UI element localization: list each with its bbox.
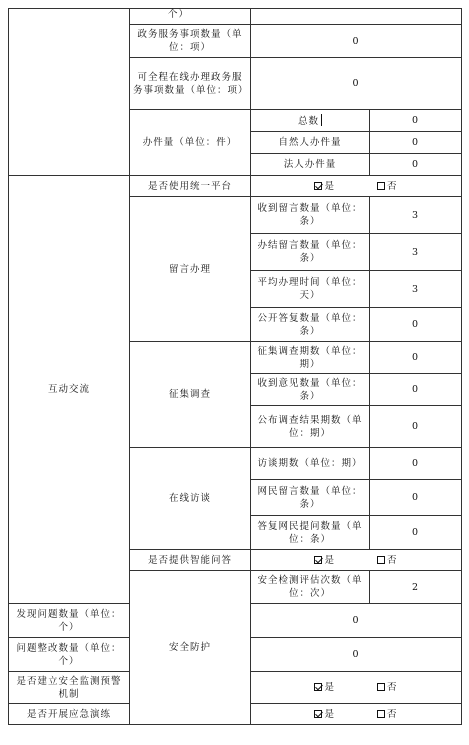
- volume-person-value: 0: [370, 132, 462, 154]
- checked-box-icon: [314, 556, 322, 564]
- survey-periods-value: 0: [370, 342, 462, 374]
- interview-label: 在线访谈: [130, 448, 251, 550]
- problems-found-label: 发现问题数量（单位：个）: [9, 604, 130, 638]
- volume-legal-label: 法人办件量: [251, 154, 370, 176]
- no-label: 否: [387, 682, 398, 693]
- netizen-questions-label: 网民留言数量（单位：条）: [251, 480, 370, 516]
- unified-platform-options: [251, 176, 462, 197]
- table-row: [9, 176, 462, 197]
- drills-yes[interactable]: [314, 708, 335, 721]
- online-service-value: 0: [251, 58, 462, 110]
- empty-box-icon: [377, 182, 385, 190]
- monitoring-no[interactable]: [377, 681, 398, 694]
- survey-results-label: 公布调查结果期数（单位：期）: [251, 406, 370, 448]
- opinions-label: 收到意见数量（单位：条）: [251, 374, 370, 406]
- survey-label: 征集调查: [130, 342, 251, 448]
- volume-person-label: 自然人办件量: [251, 132, 370, 154]
- empty-box-icon: [377, 683, 385, 691]
- checked-box-icon: [314, 182, 322, 190]
- answered-questions-label: 答复网民提问数量（单位：条）: [251, 516, 370, 550]
- online-service-label: 可全程在线办理政务服务事项数量（单位：项）: [130, 58, 251, 110]
- yes-label: 是: [324, 554, 335, 566]
- avg-time-label: 平均办理时间（单位：天）: [251, 271, 370, 308]
- public-replies-label: 公开答复数量（单位：条）: [251, 308, 370, 342]
- public-replies-value: 0: [370, 308, 462, 342]
- avg-time-value: 3: [370, 271, 462, 308]
- table-row: [9, 9, 462, 25]
- partial-value-cell: [251, 9, 462, 25]
- survey-periods-label: 征集调查期数（单位：期）: [251, 342, 370, 374]
- monitoring-yes[interactable]: [314, 681, 335, 694]
- yes-label: 是: [324, 708, 335, 720]
- volume-total-value: 0: [370, 110, 462, 132]
- no-label: 否: [387, 554, 398, 566]
- drills-options: [251, 704, 462, 725]
- unified-platform-label: 是否使用统一平台: [130, 176, 251, 197]
- unified-platform-yes[interactable]: [314, 180, 335, 193]
- smart-qa-no[interactable]: [377, 554, 398, 567]
- assessments-label: 安全检测评估次数（单位：次）: [251, 571, 370, 604]
- messages-received-value: 3: [370, 197, 462, 234]
- opinions-value: 0: [370, 374, 462, 406]
- statistics-table: [8, 8, 462, 725]
- checked-box-icon: [314, 683, 322, 691]
- text-cursor: [321, 114, 322, 126]
- checked-box-icon: [314, 710, 322, 718]
- volume-legal-value: 0: [370, 154, 462, 176]
- interaction-section-label: 互动交流: [9, 176, 130, 604]
- volume-label: 办件量（单位：件）: [130, 110, 251, 176]
- no-label: 否: [387, 708, 398, 720]
- messages-done-label: 办结留言数量（单位：条）: [251, 234, 370, 271]
- netizen-questions-value: 0: [370, 480, 462, 516]
- smart-qa-label: 是否提供智能问答: [130, 550, 251, 571]
- yes-label: 是: [324, 180, 335, 192]
- empty-box-icon: [377, 710, 385, 718]
- assessments-value: 2: [370, 571, 462, 604]
- empty-box-icon: [377, 556, 385, 564]
- volume-total-label: [251, 110, 370, 132]
- unified-platform-no[interactable]: [377, 180, 398, 193]
- answered-questions-value: 0: [370, 516, 462, 550]
- messages-done-value: 3: [370, 234, 462, 271]
- smart-qa-options: [251, 550, 462, 571]
- problems-fixed-label: 问题整改数量（单位：个）: [9, 638, 130, 672]
- messages-received-label: 收到留言数量（单位：条）: [251, 197, 370, 234]
- interview-periods-label: 访谈期数（单位：期）: [251, 448, 370, 480]
- problems-found-value: 0: [251, 604, 462, 638]
- gov-service-count-label: 政务服务事项数量（单位：项）: [130, 25, 251, 58]
- messages-label: 留言办理: [130, 197, 251, 342]
- partial-label-cell: 个）: [130, 9, 251, 25]
- no-label: 否: [387, 180, 398, 192]
- drills-label: 是否开展应急演练: [9, 704, 130, 725]
- security-section-label: 安全防护: [130, 571, 251, 725]
- yes-label: 是: [324, 682, 335, 693]
- survey-results-value: 0: [370, 406, 462, 448]
- monitoring-label: 是否建立安全监测预警机制: [9, 672, 130, 704]
- drills-no[interactable]: [377, 708, 398, 721]
- monitoring-options: [251, 672, 462, 704]
- volume-total-text: 总数: [297, 115, 319, 127]
- section-blank-cell: [9, 9, 130, 176]
- problems-fixed-value: 0: [251, 638, 462, 672]
- smart-qa-yes[interactable]: [314, 554, 335, 567]
- interview-periods-value: 0: [370, 448, 462, 480]
- gov-service-count-value: 0: [251, 25, 462, 58]
